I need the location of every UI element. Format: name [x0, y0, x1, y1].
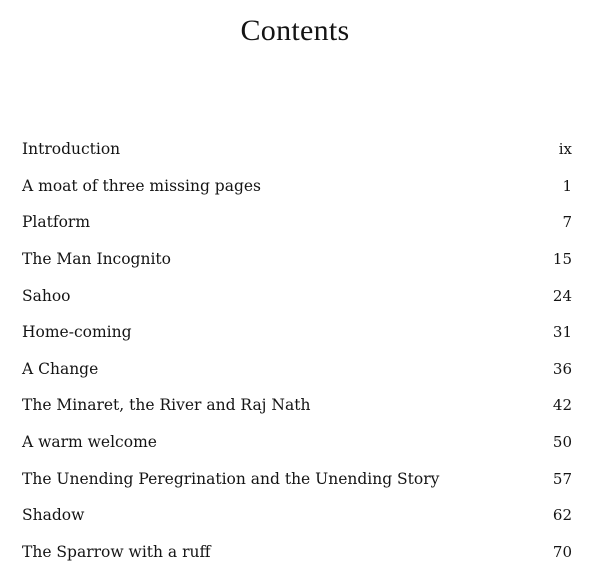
- entry-page-number: 42: [552, 396, 572, 415]
- toc-entry: [22, 424, 572, 461]
- entry-title: A Change: [22, 359, 99, 378]
- entry-title: The Man Incognito: [22, 250, 171, 269]
- toc-entry: [22, 351, 572, 388]
- entry-page-number: 57: [552, 469, 572, 488]
- toc-entry: [22, 204, 572, 241]
- entry-page-number: 50: [552, 433, 572, 452]
- entry-title: Introduction: [22, 140, 121, 159]
- entry-page-number: 31: [552, 323, 572, 342]
- entry-title: Platform: [22, 213, 91, 232]
- entry-page-number: 24: [552, 286, 572, 305]
- toc-entry: [22, 460, 572, 497]
- entry-page-number: 1: [562, 176, 572, 195]
- page-title: Contents: [240, 14, 350, 47]
- entry-title: Shadow: [22, 506, 85, 525]
- entry-page-number: 62: [552, 506, 572, 525]
- toc-entry: [22, 241, 572, 278]
- toc-entry: [22, 534, 572, 571]
- toc-entry: [22, 131, 572, 168]
- entry-title: The Minaret, the River and Raj Nath: [22, 396, 311, 415]
- entry-title: Home-coming: [22, 323, 132, 342]
- entry-page-number: 70: [552, 542, 572, 561]
- entry-title: A warm welcome: [22, 433, 157, 452]
- entry-title: The Unending Peregrination and the Unending Story: [22, 469, 440, 488]
- entry-page-number: ix: [558, 140, 572, 159]
- entry-title: Sahoo: [22, 286, 71, 305]
- toc-entry: [22, 387, 572, 424]
- entry-page-number: 36: [552, 359, 572, 378]
- toc-entry: [22, 314, 572, 351]
- toc-entry: [22, 277, 572, 314]
- entry-page-number: 7: [562, 213, 572, 232]
- table-of-contents: [22, 131, 572, 570]
- toc-entry: [22, 497, 572, 534]
- entry-title: A moat of three missing pages: [22, 176, 262, 195]
- entry-page-number: 15: [552, 250, 572, 269]
- entry-title: The Sparrow with a ruff: [22, 542, 211, 561]
- toc-entry: [22, 168, 572, 205]
